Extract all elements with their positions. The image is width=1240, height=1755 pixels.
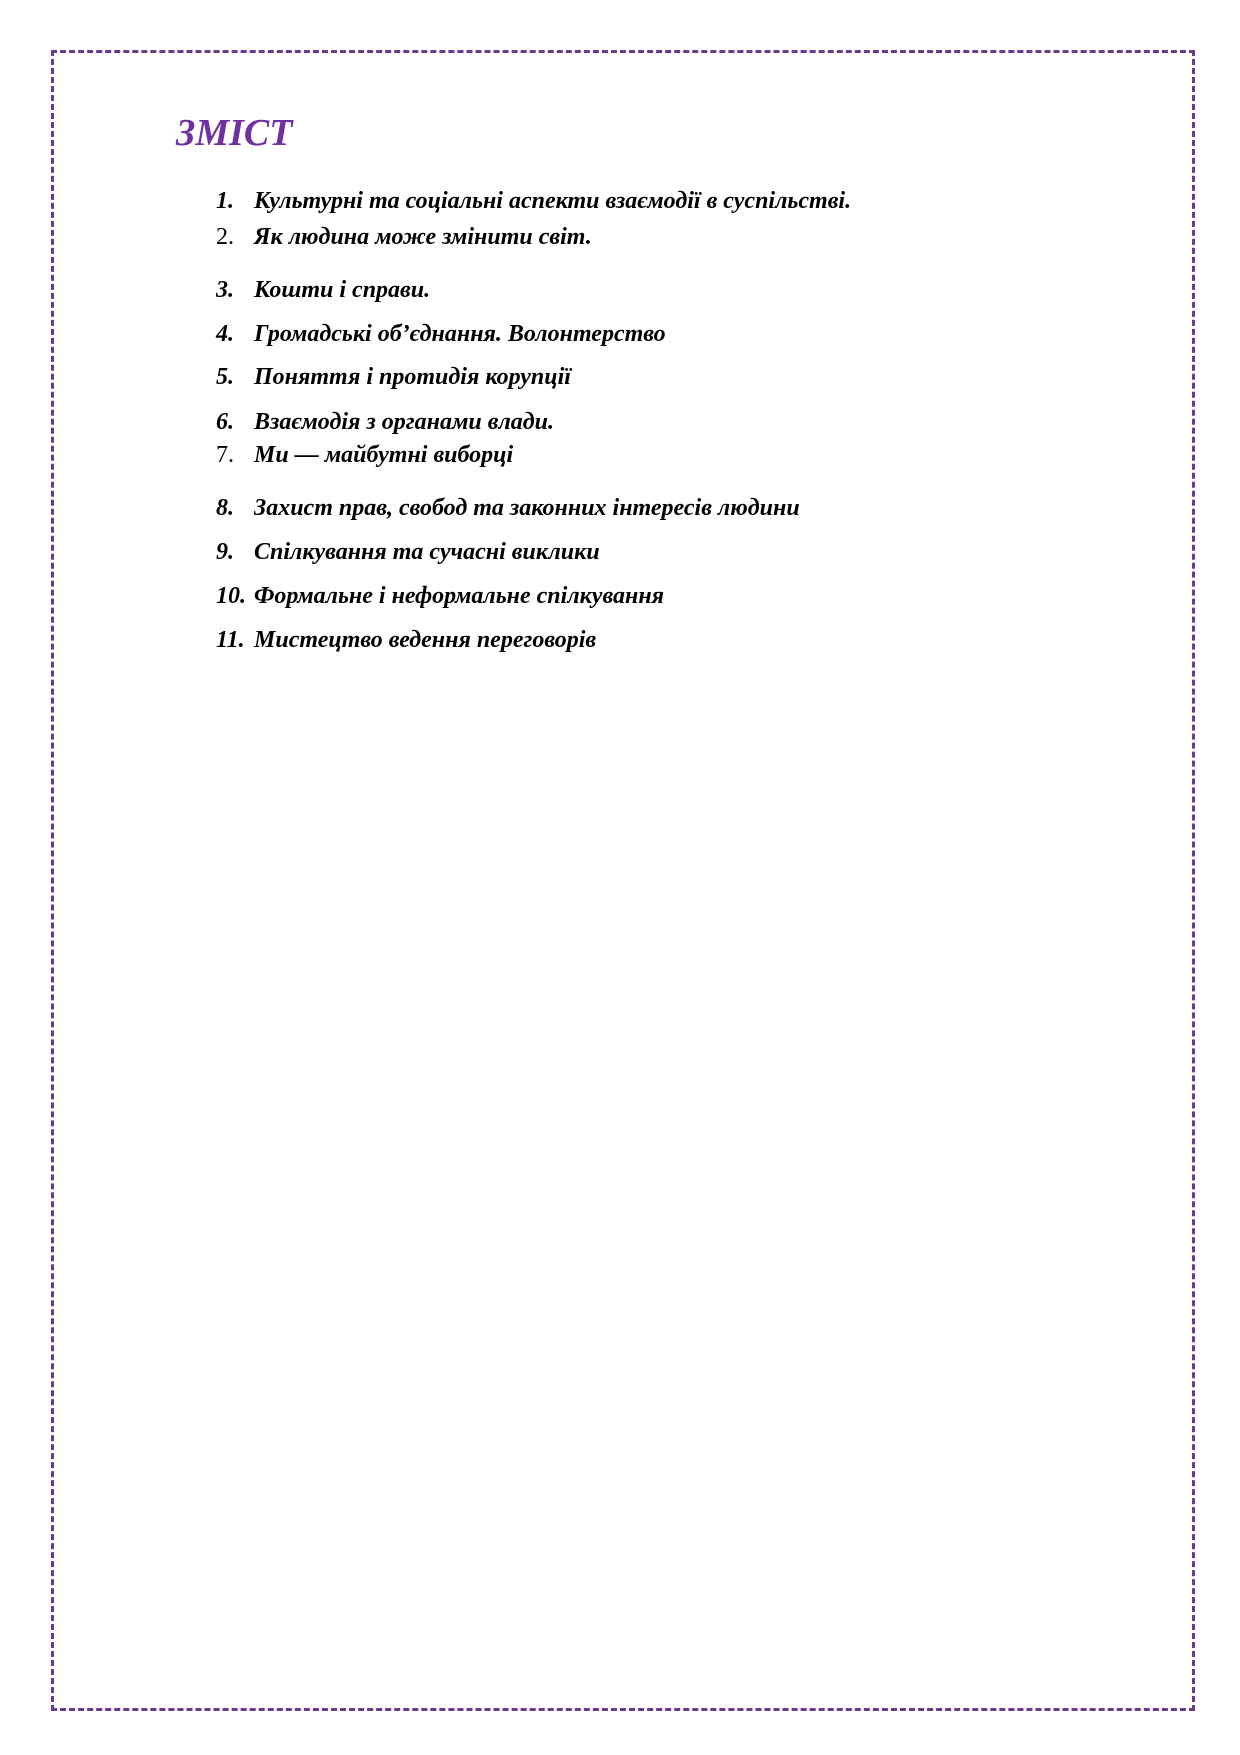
toc-title: ЗМІСТ: [176, 112, 293, 154]
toc-item-number: 11.: [216, 627, 245, 653]
toc-item: [216, 410, 554, 434]
toc-item: [216, 365, 571, 389]
toc-item-number: 3.: [216, 277, 234, 303]
toc-item-text: Поняття і протидія корупції: [254, 364, 571, 390]
toc-item: [216, 225, 592, 249]
toc-item-text: Формальне і неформальне спілкування: [254, 583, 665, 609]
toc-item: [216, 496, 800, 520]
toc-item-number: 6.: [216, 409, 234, 435]
toc-item: [216, 540, 600, 564]
toc-item: [216, 322, 666, 346]
toc-item-number: 5.: [216, 364, 234, 390]
toc-item-number: 7.: [216, 442, 234, 468]
toc-item-number: 4.: [216, 321, 234, 347]
toc-item-number: 10.: [216, 583, 246, 609]
toc-item-text: Культурні та соціальні аспекти взаємодії в суспільстві.: [254, 188, 852, 214]
toc-item: [216, 628, 596, 652]
toc-item-text: Спілкування та сучасні виклики: [254, 539, 600, 565]
toc-item-text: Кошти і справи.: [254, 277, 431, 303]
toc-item-text: Як людина може змінити світ.: [254, 224, 592, 250]
toc-item: [216, 443, 513, 467]
toc-item-number: 9.: [216, 539, 234, 565]
toc-item-number: 2.: [216, 224, 234, 250]
toc-item-text: Захист прав, свобод та законних інтересів людини: [254, 495, 800, 521]
toc-item: [216, 278, 430, 302]
toc-item: [216, 189, 851, 213]
toc-item: [216, 584, 664, 608]
toc-item-text: Громадські об’єднання. Волонтерство: [254, 321, 666, 347]
toc-item-text: Мистецтво ведення переговорів: [254, 627, 597, 653]
toc-item-text: Ми — майбутні виборці: [254, 442, 514, 468]
toc-item-text: Взаємодія з органами влади.: [254, 409, 555, 435]
toc-item-number: 1.: [216, 188, 234, 214]
toc-item-number: 8.: [216, 495, 234, 521]
